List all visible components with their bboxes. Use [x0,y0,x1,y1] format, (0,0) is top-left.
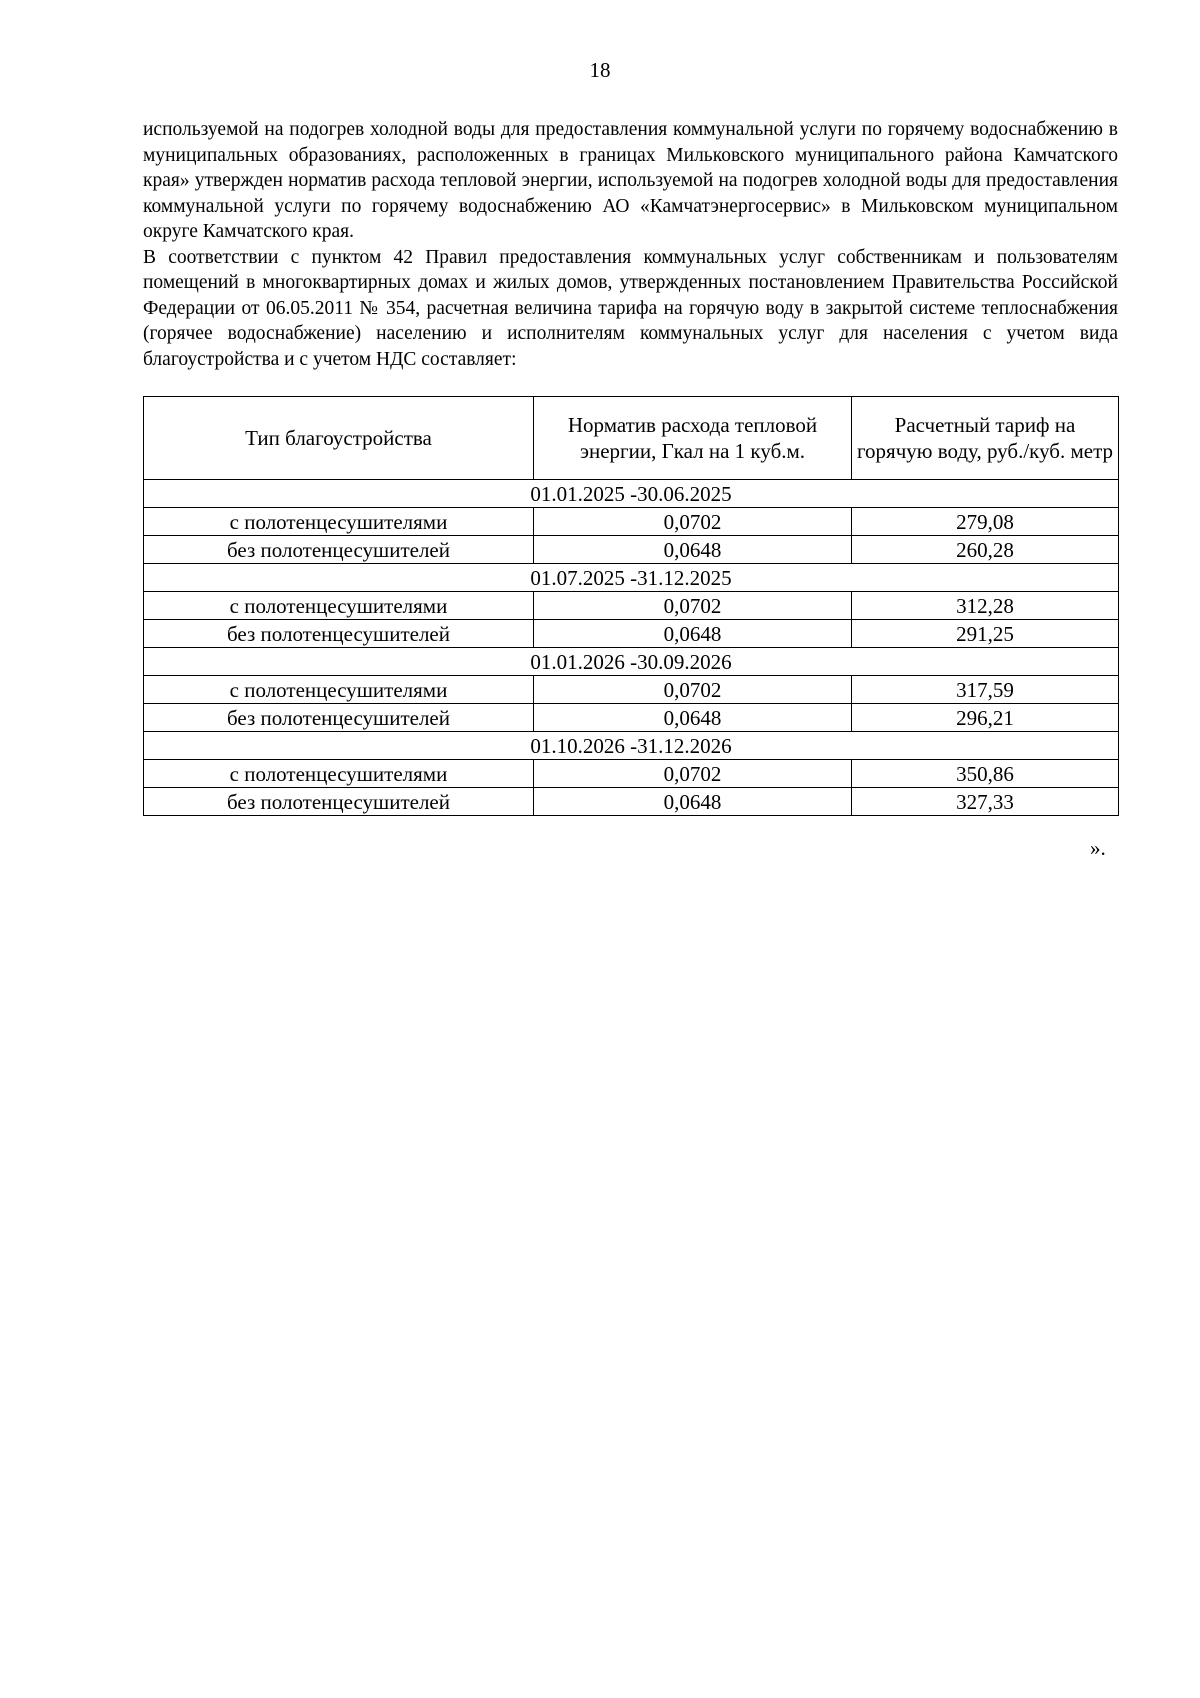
cell-heat-norm: 0,0648 [534,704,852,732]
period-row [144,564,1119,592]
body-text [143,117,1118,372]
cell-heat-norm: 0,0648 [534,536,852,564]
cell-tariff: 350,86 [852,760,1119,788]
cell-heat-norm: 0,0648 [534,620,852,648]
cell-improvement-type: с полотенцесушителями [144,592,534,620]
cell-tariff: 260,28 [852,536,1119,564]
cell-improvement-type: без полотенцесушителей [144,536,534,564]
table-row [144,620,1119,648]
paragraph-2: В соответствии с пунктом 42 Правил предоставления коммунальных услуг собственникам и пользователям помещений в многоквартирных домах и жилых домов, утвержденных постановлением Правительства Российской Федерации от 06.05.2011 № 354, расчетная величина тарифа на горячую воду в закрытой системе теплоснабжения (горячее водоснабжение) населению и исполнителям коммунальных услуг для населения с учетом вида благоустройства и с учетом НДС составляет: [143,246,1118,370]
cell-improvement-type: с полотенцесушителями [144,760,534,788]
table-row [144,592,1119,620]
cell-tariff: 291,25 [852,620,1119,648]
cell-improvement-type: без полотенцесушителей [144,788,534,816]
closing-quote: ». [1090,836,1106,860]
table-row [144,704,1119,732]
cell-improvement-type: без полотенцесушителей [144,620,534,648]
table-row [144,788,1119,816]
cell-heat-norm: 0,0702 [534,760,852,788]
cell-improvement-type: с полотенцесушителями [144,676,534,704]
cell-heat-norm: 0,0702 [534,676,852,704]
period-label: 01.01.2026 -30.09.2026 [144,648,1119,676]
cell-tariff: 312,28 [852,592,1119,620]
page-number: 18 [589,58,611,82]
cell-tariff: 327,33 [852,788,1119,816]
table-row [144,536,1119,564]
header-tariff: Расчетный тариф на горячую воду, руб./куб. метр [852,397,1119,480]
table-row [144,760,1119,788]
table-row [144,676,1119,704]
cell-improvement-type: с полотенцесушителями [144,508,534,536]
period-row [144,480,1119,508]
tariff-table [143,396,1119,816]
cell-improvement-type: без полотенцесушителей [144,704,534,732]
header-heat-norm: Норматив расхода тепловой энергии, Гкал на 1 куб.м. [534,397,852,480]
cell-heat-norm: 0,0702 [534,508,852,536]
period-label: 01.07.2025 -31.12.2025 [144,564,1119,592]
period-label: 01.01.2025 -30.06.2025 [144,480,1119,508]
paragraph-1: используемой на подогрев холодной воды для предоставления коммунальной услуги по горячему водоснабжению в муниципальных образованиях, расположенных в границах Мильковского муниципального района Камчатского края» утвержден норматив расхода тепловой энергии, используемой на подогрев холодной воды для предоставления коммунальной услуги по горячему водоснабжению АО «Камчатэнергосервис» в Мильковском муниципальном округе Камчатского края. [143,119,1118,242]
period-label: 01.10.2026 -31.12.2026 [144,732,1119,760]
period-row [144,732,1119,760]
cell-tariff: 317,59 [852,676,1119,704]
cell-heat-norm: 0,0702 [534,592,852,620]
header-improvement-type: Тип благоустройства [144,397,534,480]
period-row [144,648,1119,676]
table-header-row [144,397,1119,480]
cell-tariff: 296,21 [852,704,1119,732]
table-row [144,508,1119,536]
cell-heat-norm: 0,0648 [534,788,852,816]
cell-tariff: 279,08 [852,508,1119,536]
